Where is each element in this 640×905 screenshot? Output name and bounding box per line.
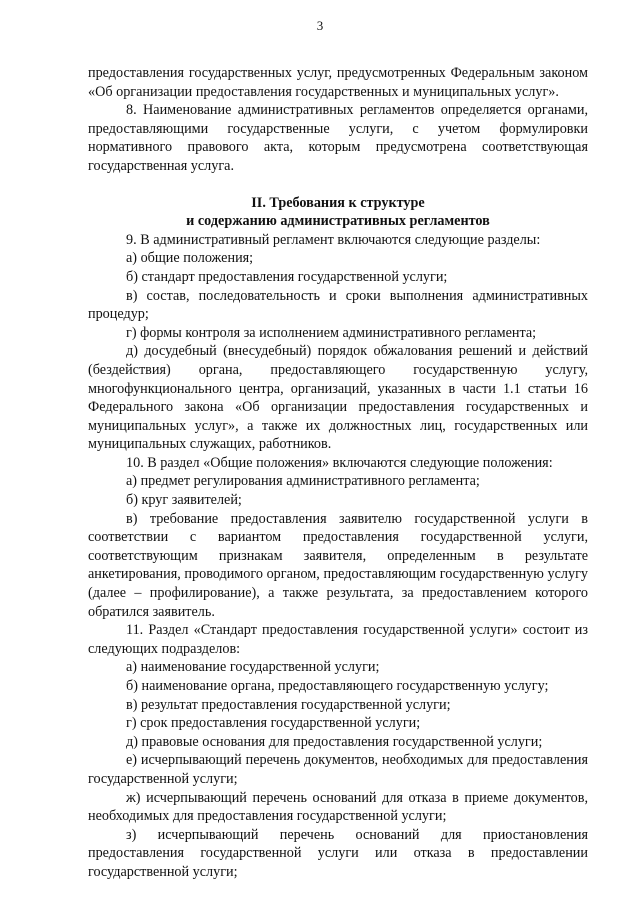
section-heading-line-1: II. Требования к структуре [251, 194, 425, 211]
paragraph-10: 10. В раздел «Общие положения» включаются следующие положения: [126, 454, 553, 471]
list-item-11e: е) исчерпывающий перечень документов, необходимых для предоставления государственной услуги; [88, 752, 588, 787]
list-item-9a: а) общие положения; [126, 250, 254, 267]
list-item-10v: в) требование предоставления заявителю государственной услуги в соответствии с вариантом предоставления государственной услуги, соответствующим признакам заявителя, определенным в результате анкетирования, проводимого органом, предоставляющим государственную услугу (далее – профилирование), а также результата, за предоставлением которого обратился заявитель. [88, 510, 588, 620]
list-item-10b: б) круг заявителей; [126, 492, 242, 509]
list-item-9d: д) досудебный (внесудебный) порядок обжалования решений и действий (бездействия) органа, предоставляющего государственную услугу, многофункционального центра, организаций, указанных в части 1.1 статьи 16 Федерального закона «Об организации предоставления государственных и муниципальных услуг», а также их должностных лиц, государственных или муниципальных служащих, работников. [88, 343, 588, 453]
paragraph-8: 8. Наименование административных регламентов определяется органами, предоставляющими государственные услуги, с учетом формулировки нормативного правового акта, которым предусмотрена соответствующая государственная услуга. [88, 102, 588, 174]
list-item-11d: д) правовые основания для предоставления государственной услуги; [126, 733, 543, 750]
list-item-11g: г) срок предоставления государственной услуги; [126, 715, 421, 732]
paragraph-11: 11. Раздел «Стандарт предоставления государственной услуги» состоит из следующих подразделов: [88, 622, 588, 657]
list-item-9v: в) состав, последовательность и сроки выполнения административных процедур; [88, 287, 588, 323]
document-body [88, 64, 588, 882]
list-item-11b: б) наименование органа, предоставляющего государственную услугу; [126, 678, 549, 694]
list-item-11zh: ж) исчерпывающий перечень оснований для отказа в приеме документов, необходимых для предоставления государственной услуги; [88, 789, 588, 825]
list-item-10a: а) предмет регулирования административного регламента; [126, 473, 480, 490]
list-item-11v: в) результат предоставления государственной услуги; [126, 696, 451, 713]
list-item-9g: г) формы контроля за исполнением административного регламента; [126, 324, 537, 341]
list-item-11a: а) наименование государственной услуги; [126, 659, 380, 676]
paragraph-1: предоставления государственных услуг, предусмотренных Федеральным законом «Об организации предоставления государственных и муниципальных услуг». [88, 65, 588, 100]
list-item-11z: з) исчерпывающий перечень оснований для приостановления предоставления государственной услуги или отказа в предоставлении государственной услуги; [88, 826, 588, 880]
section-heading-line-2: и содержанию административных регламентов [186, 213, 490, 230]
list-item-9b: б) стандарт предоставления государственной услуги; [126, 268, 448, 285]
paragraph-9: 9. В административный регламент включаются следующие разделы: [126, 231, 541, 248]
page-number: 3 [316, 18, 324, 33]
